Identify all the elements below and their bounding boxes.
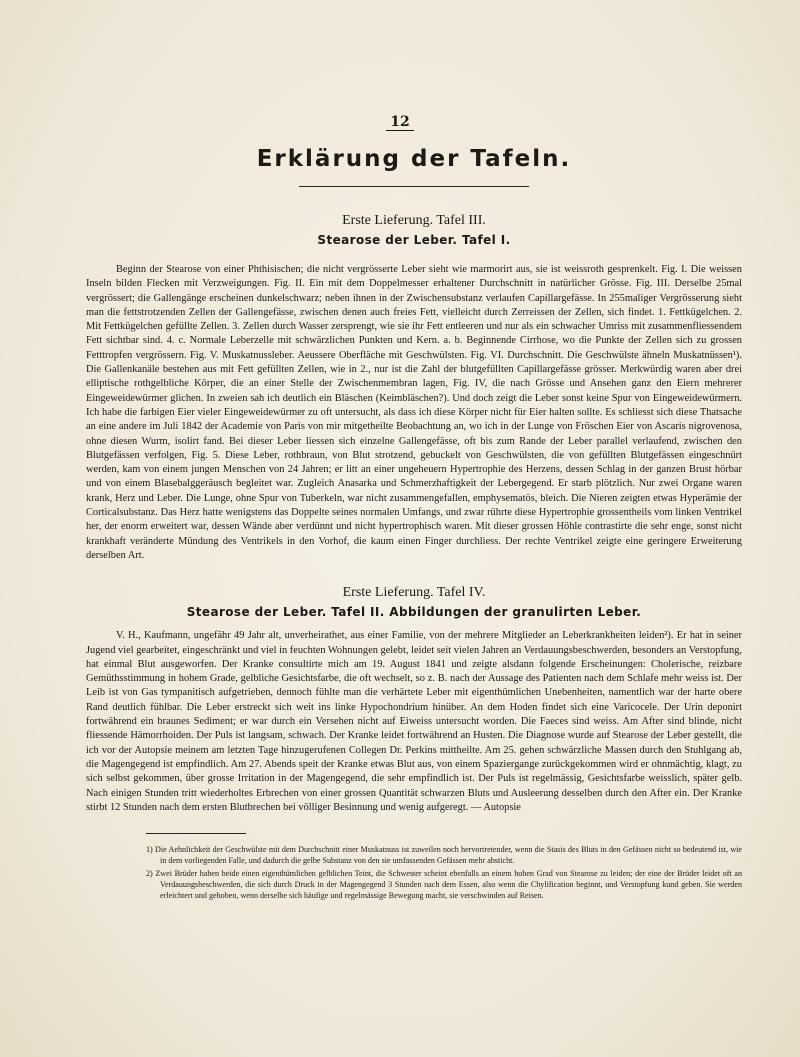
section2-paragraph: V. H., Kaufmann, ungefähr 49 Jahr alt, unverheirathet, aus einer Familie, von der mehrere Mitglieder an Leberkrankheiten leiden²). Er hat in seiner Jugend viel gearbeitet, eingeschränkt und viel in feuchten Wohnungen gelebt, leidet seit vielen Jahren an Verdauungsbeschwerden, besonders an Verstopfung, hat einmal Blut ausgeworfen. Der Kranke consultirte mich am 19. August 1841 und zeigte alsdann folgende Erscheinungen: Cholerische, reizbare Gemüthsstimmung in hohem Grade, gelbliche Gesichtsfarbe, die oft wechselt, so z. B. nach der Aussage des Patienten nach dem Schlafe mehr weiss ist. Der Leib ist von Gas tympanitisch aufgetrieben, dennoch fühlte man die verhärtete Leber mit eigenthümlichen Unebenheiten, namentlich war der harte obere Rand deutlich fühlbar. Die Leber erstreckt sich weit ins linke Hypochondrium hinüber. An dem Hoden findet sich eine Varicocele. Der Urin deponirt fortwährend ein braunes Sediment; er war durch ein Versehen nicht auf Eiweiss untersucht worden. Die Faeces sind weiss. Am After sind blinde, nicht fliessende Hämorrhoiden. Der Puls ist langsam, schwach. Der Kranke leidet fortwährend an Husten. Die Diagnose wurde auf Stearose der Leber gestellt, die ich vor der Autopsie meinem am letzten Tage hinzugerufenen Collegen Dr. Perkins mittheilte. Am 25. gehen schwärzliche Massen durch den Stuhlgang ab, die Magengegend ist empfindlich. Am 27. Abends speit der Kranke etwas Blut aus, von einem Spaziergange zurückgekommen wird er ohnmächtig, klagt, zu sich selbst gekommen, über grosse Irritation in der Magengegend, die sehr empfindlich ist. Der Puls ist regelmässig, Gesichtsfarbe weisslich, später gelb. Nach einigen Stunden tritt wiederholtes Erbrechen von einer grossen Quantität schwarzen Bluts und Ausleerung desselben durch den After ein. Der Kranke stirbt 12 Stunden nach dem ersten Blutbrechen bei völliger Besinnung und wenig aufgeregt. — Autopsie [86, 630, 742, 813]
footnote-2: 2) Zwei Brüder haben beide einen eigenthümlichen gelblichen Teint, die Schwester scheint ebenfalls an einem hohen Grad von Stearose zu leiden; der eine der Brüder leidet oft an Verdauungsbeschwerden, die sich durch Druck in der Magengegend 3 Stunden nach dem Essen, also wenn die Chylification beginnt, und Verstopfung kund geben. Sie werden erleichtert und gehoben, wenn derselbe sich häufige und regelmässige Bewegung macht, sie verschwinden auf Reisen. [146, 869, 742, 901]
section1-body [86, 263, 742, 563]
section1-subheading: Stearose der Leber. Tafel I. [317, 233, 511, 247]
page-title: Erklärung der Tafeln. [256, 146, 572, 172]
section2-heading: Erste Lieferung. Tafel IV. [342, 585, 486, 601]
title-divider [299, 186, 529, 187]
section1-heading: Erste Lieferung. Tafel III. [342, 213, 486, 228]
section1-paragraph: Beginn der Stearose von einer Phthisischen; die nicht vergrösserte Leber sieht wie marmorirt aus, sie ist weissroth gesprenkelt. Fig. I. Die weissen Inseln bilden Flecken mit Verzweigungen. Fig. II. Ein mit dem Doppelmesser erhaltener Durchschnitt in natürlicher Grösse. Fig. III. Derselbe 25mal vergrössert; die Gallengänge erscheinen dunkelschwarz; neben ihnen in der Zwischensubstanz verlaufen Capillargefässe. In 255maliger Vergrösserung sieht man die fettstrotzenden Zellen der Gallengefässe, zwischen denen auch freies Fett, vielleicht durch Zerreissen der Zellen, sich findet. 1. Fettkügelchen. 2. Mit Fettkügelchen gefüllte Zellen. 3. Zellen durch Wasser zersprengt, wie sie ihr Fett entleeren und nur als ein schwacher Umriss mit zusammenfliessendem Fett sichtbar sind. 4. c. Normale Leberzelle mit schwärzlichen Punkten und Kern. a. b. Beginnende Cirrhose, wo die Punkte der Zellen sich zu grossen Fetttropfen vergrössern. Fig. V. Muskatnussleber. Aeussere Oberfläche mit Geschwülsten. Fig. VI. Durchschnitt. Die Geschwülste ähneln Muskatnüssen¹). Die Gallenkanäle bestehen aus mit Fett gefüllten Zellen, wie in 2., nur ist die Zahl der blutgefüllten Capillargefässe grösser. Merkwürdig waren aber drei elliptische rothgelbliche Körper, die an einer Stelle der Zwischenmembran lagen, Fig. IV, die nach Grösse und Ansehen ganz den Eiern mehrerer Eingeweidewürmer glichen. In zweien sah ich deutlich ein Bläschen (Keimbläschen?). Und doch zeigt die Leber sonst keine Spur von Eingeweidewürmern. Ich habe die farbigen Eier vieler Eingeweidewürmer zu oft untersucht, als dass ich diese Körper nicht für Eier halten sollte. Es schliesst sich diese Thatsache an eine andere im Juli 1842 der Academie von Paris von mir mitgetheilte Beobachtung an, wo ich in der Lunge von Fröschen Eier von Ascaris nigrovenosa, ohne diesen Wurm, isolirt fand. Bei dieser Leber liessen sich einzelne Gallengefässe, oft bis zum Rande der Leber parallel verlaufend, zwischen den Blutgefässen verfolgen, Fig. 5. Diese Leber, rothbraun, von Blut strotzend, gebuckelt von Geschwülsten, die von gefüllten Blutgefässen eingeschnürt werden, kam von einem jungen Menschen von 24 Jahren; er litt an einer ungeheuern Hypertrophie des Herzens, dessen Schlag in der ganzen Brust hörbar und von einem Blasebalggeräusch begleitet war. Zugleich Anasarka und Schmerzhaftigkeit der Lebergegend. Er starb plötzlich. Nur zwei Organe waren krank, Herz und Leber. Die Lunge, ohne Spur von Tuberkeln, war nicht zusammengefallen, emphysematös, bleich. Die Nieren zeigten etwas Hyperämie der Corticalsubstanz. Das Herz hatte wenigstens das Doppelte seines normalen Umfangs, und zwar rührte diese Hypertrophie grossentheils vom linken Ventrikel her, der enorm erweitert war, dessen Wände aber verdünnt und nicht hypertrophisch waren. Mit dieser grossen Höhle contrastirte die sehr enge, sonst nicht krankhaft veränderte Mündung des Ventrikels in den Vorhof, die kaum einen Finger durchliess. Der rechte Ventrikel zeigte eine geringere Erweiterung derselben Art. [86, 264, 742, 561]
footnote-1: 1) Die Aehnlichkeit der Geschwülste mit dem Durchschnitt einer Muskatnuss ist zuweilen noch hervortretender, wenn die Stasis des Bluts in den Gefässen nicht so bedeutend ist, wie in dem vorliegenden Falle, und dadurch die gelbe Substanz von den sie umfassenden Gefässen mehr absticht. [146, 845, 742, 866]
footnote-divider [146, 833, 246, 834]
section2-subheading: Stearose der Leber. Tafel II. Abbildungen der granulirten Leber. [186, 605, 642, 620]
footnotes [146, 844, 742, 901]
page-number: 12 [0, 114, 800, 130]
section2-body [86, 629, 742, 815]
